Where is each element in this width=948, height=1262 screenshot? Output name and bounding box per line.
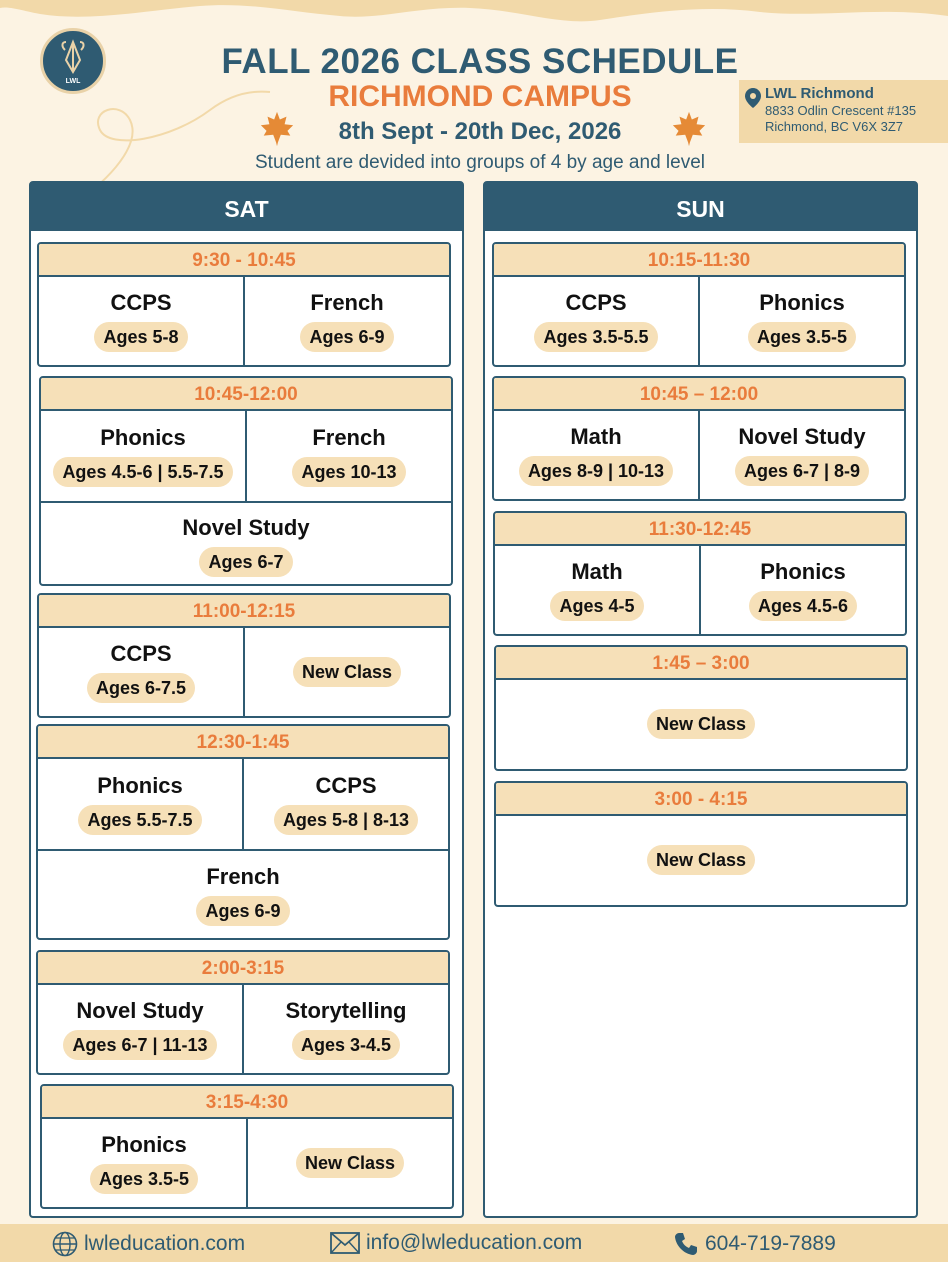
age-badge: Ages 5-8: [94, 322, 187, 352]
class-subject: Novel Study: [738, 424, 866, 449]
class-cell: [39, 628, 243, 716]
class-subject: CCPS: [565, 290, 627, 315]
class-cell: [494, 411, 698, 499]
footer: [0, 1224, 948, 1262]
schedule-slot: [493, 511, 907, 636]
age-badge: Ages 6-7 | 8-9: [735, 456, 869, 486]
age-badge: Ages 3.5-5: [748, 322, 856, 352]
class-cell: [699, 546, 905, 634]
address-line-1: 8833 Odlin Crescent #135: [765, 103, 917, 118]
page-title: FALL 2026 CLASS SCHEDULE: [221, 42, 739, 81]
class-subject: CCPS: [110, 290, 172, 315]
slot-time: 12:30-1:45: [38, 726, 448, 759]
age-badge: Ages 6-7: [199, 547, 292, 577]
schedule-slot: [492, 376, 906, 501]
class-cell: [494, 277, 698, 365]
class-cell: [38, 759, 242, 849]
top-wave-decoration: [0, 0, 948, 40]
title-block: [150, 42, 810, 176]
class-subject: Math: [570, 424, 622, 449]
maple-leaf-icon: [670, 110, 708, 148]
campus-title: RICHMOND CAMPUS: [328, 80, 632, 113]
email-text[interactable]: info@lwleducation.com: [366, 1231, 583, 1254]
class-row: [495, 546, 905, 634]
logo-text: LWL: [65, 77, 81, 85]
age-badge: Ages 6-9: [196, 896, 289, 926]
age-badge: Ages 3.5-5.5: [534, 322, 657, 352]
class-row: [496, 816, 906, 903]
schedule-slot: [37, 593, 451, 718]
class-row: [496, 680, 906, 767]
class-subject: Storytelling: [285, 998, 407, 1023]
class-cell: [243, 277, 449, 365]
new-class-badge: New Class: [647, 845, 755, 875]
address-name: LWL Richmond: [765, 85, 874, 102]
class-subject: French: [310, 290, 384, 315]
age-badge: Ages 4.5-6: [749, 591, 857, 621]
globe-icon: [52, 1231, 78, 1257]
class-cell: [245, 411, 451, 501]
schedule-slot: [40, 1084, 454, 1209]
class-row: [41, 501, 451, 586]
class-cell: [698, 277, 904, 365]
new-class-badge: New Class: [296, 1148, 404, 1178]
class-cell: [242, 759, 448, 849]
footer-website[interactable]: [52, 1231, 245, 1257]
class-row: [41, 411, 451, 501]
slot-time: 3:15-4:30: [42, 1086, 452, 1119]
location-pin-icon: [745, 88, 761, 108]
schedule-slot: [39, 376, 453, 586]
footer-email[interactable]: [330, 1231, 582, 1255]
slot-time: 10:45 – 12:00: [494, 378, 904, 411]
class-subject: CCPS: [110, 641, 172, 666]
website-text[interactable]: lwleducation.com: [84, 1232, 246, 1255]
schedule-slot: [494, 645, 908, 771]
class-subject: Math: [571, 559, 623, 584]
class-cell: [243, 628, 449, 716]
age-badge: Ages 5.5-7.5: [78, 805, 201, 835]
class-row: [38, 985, 448, 1073]
slot-time: 2:00-3:15: [38, 952, 448, 985]
class-cell: [496, 680, 906, 767]
day-header-saturday: SAT: [31, 183, 462, 231]
class-subject: Phonics: [759, 290, 845, 315]
schedule-slot: [36, 724, 450, 940]
age-badge: Ages 4-5: [550, 591, 643, 621]
day-header-sunday: SUN: [485, 183, 916, 231]
phone-icon: [673, 1231, 699, 1257]
footer-phone[interactable]: [673, 1231, 836, 1257]
class-row: [39, 277, 449, 365]
class-cell: [698, 411, 904, 499]
age-badge: Ages 3-4.5: [292, 1030, 400, 1060]
schedule-slot: [37, 242, 451, 367]
age-badge: Ages 3.5-5: [90, 1164, 198, 1194]
class-cell: [495, 546, 699, 634]
slot-time: 10:15-11:30: [494, 244, 904, 277]
class-row: [38, 759, 448, 849]
class-subject: Novel Study: [182, 514, 310, 540]
class-subject: French: [312, 425, 386, 450]
class-cell: [39, 277, 243, 365]
slot-time: 11:30-12:45: [495, 513, 905, 546]
lwl-logo: [40, 28, 106, 94]
age-badge: Ages 6-7 | 11-13: [63, 1030, 216, 1060]
date-range: 8th Sept - 20th Dec, 2026: [338, 118, 622, 145]
age-badge: Ages 6-7.5: [87, 673, 195, 703]
slot-time: 11:00-12:15: [39, 595, 449, 628]
slot-time: 3:00 - 4:15: [496, 783, 906, 816]
maple-leaf-icon: [258, 110, 296, 148]
age-badge: Ages 10-13: [292, 457, 405, 487]
class-subject: CCPS: [315, 773, 377, 798]
class-row: [42, 1119, 452, 1207]
new-class-badge: New Class: [293, 657, 401, 687]
age-badge: Ages 6-9: [300, 322, 393, 352]
class-subject: Phonics: [101, 1132, 187, 1157]
class-subject: Phonics: [97, 773, 183, 798]
class-cell: [246, 1119, 452, 1207]
age-badge: Ages 8-9 | 10-13: [519, 456, 673, 486]
slot-time: 1:45 – 3:00: [496, 647, 906, 680]
schedule-slot: [492, 242, 906, 367]
age-badge: Ages 4.5-6 | 5.5-7.5: [53, 457, 232, 487]
subtitle: Student are devided into groups of 4 by age and level: [255, 152, 705, 173]
class-row: [494, 277, 904, 365]
slot-time: 9:30 - 10:45: [39, 244, 449, 277]
address-box: [739, 80, 948, 143]
class-cell: [242, 985, 448, 1073]
class-subject: Phonics: [100, 425, 186, 450]
logo-pen-icon: [56, 38, 90, 76]
schedule-slot: [36, 950, 450, 1075]
class-cell: [41, 411, 245, 501]
schedule-slot: [494, 781, 908, 907]
envelope-icon: [330, 1232, 360, 1254]
class-cell: [41, 503, 451, 586]
class-cell: [42, 1119, 246, 1207]
class-row: [38, 849, 448, 939]
class-row: [494, 411, 904, 499]
class-subject: Novel Study: [76, 998, 204, 1023]
class-cell: [496, 816, 906, 903]
class-row: [39, 628, 449, 716]
phone-text[interactable]: 604-719-7889: [705, 1232, 836, 1255]
class-cell: [38, 985, 242, 1073]
class-cell: [38, 851, 448, 939]
new-class-badge: New Class: [647, 709, 755, 739]
age-badge: Ages 5-8 | 8-13: [274, 805, 418, 835]
class-subject: Phonics: [760, 559, 846, 584]
address-line-2: Richmond, BC V6X 3Z7: [765, 119, 904, 134]
slot-time: 10:45-12:00: [41, 378, 451, 411]
class-subject: French: [206, 864, 280, 889]
